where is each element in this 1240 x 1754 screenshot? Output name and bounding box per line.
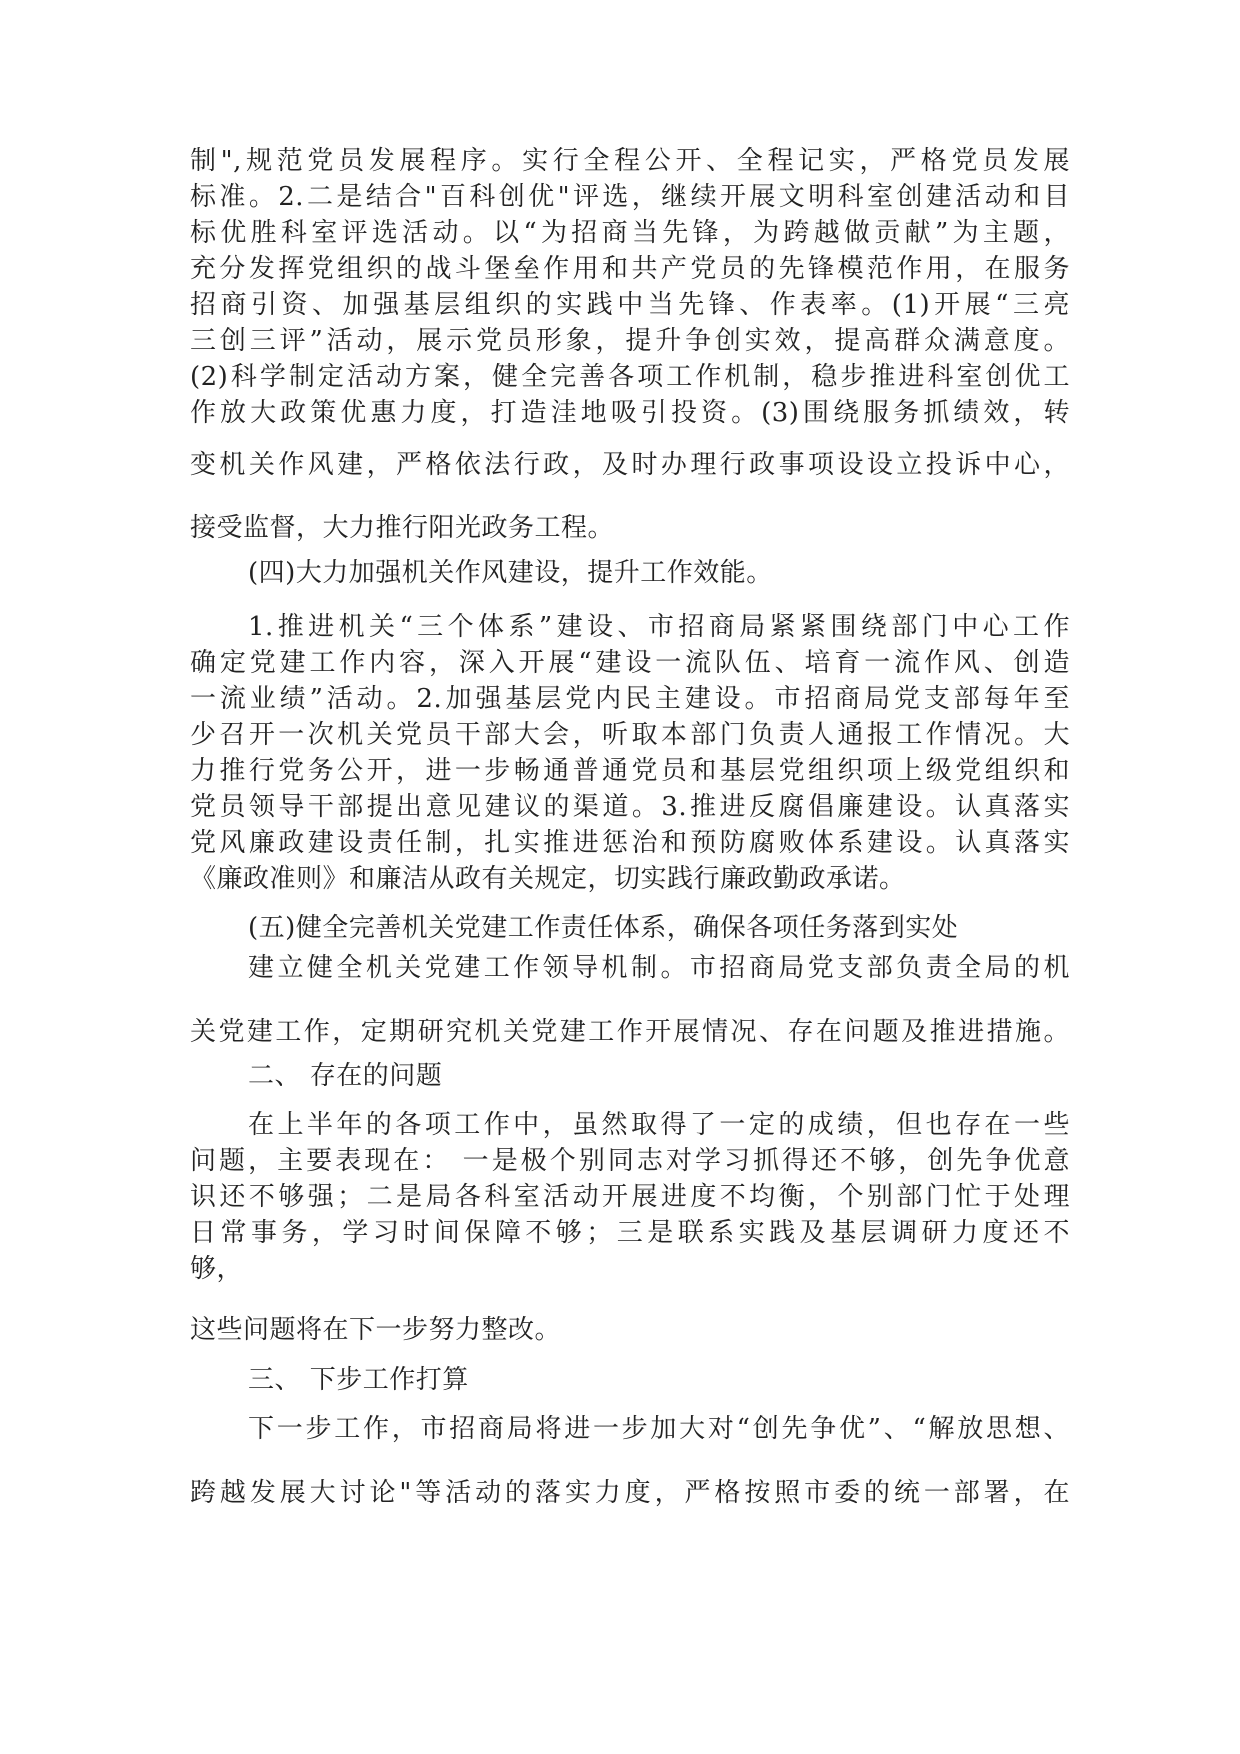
- text-line: 少召开一次机关党员干部大会，听取本部门负责人通报工作情况。大: [190, 720, 1070, 750]
- text-line: 变机关作风建，严格依法行政，及时办理行政事项设设立投诉中心，: [190, 450, 1070, 480]
- text-line: 接受监督，大力推行阳光政务工程。: [190, 513, 615, 543]
- text-line: 识还不够强；二是局各科室活动开展进度不均衡，个别部门忙于处理: [190, 1182, 1070, 1212]
- text-line: 标准。2.二是结合"百科创优"评选，继续开展文明科室创建活动和目: [190, 182, 1070, 212]
- text-line: 下一步工作，市招商局将进一步加大对“创先争优”、“解放思想、: [248, 1414, 1070, 1444]
- text-line: 力推行党务公开，进一步畅通普通党员和基层党组织项上级党组织和: [190, 756, 1070, 786]
- text-line: 招商引资、加强基层组织的实践中当先锋、作表率。(1)开展“三亮: [190, 290, 1070, 320]
- text-line: 标优胜科室评选活动。以“为招商当先锋，为跨越做贡献”为主题，: [190, 218, 1070, 248]
- section-heading-next-steps: 三、 下步工作打算: [248, 1365, 469, 1395]
- text-line: (2)科学制定活动方案，健全完善各项工作机制，稳步推进科室创优工: [190, 362, 1070, 392]
- text-line: 制",规范党员发展程序。实行全程公开、全程记实，严格党员发展: [190, 146, 1070, 176]
- text-line: 日常事务，学习时间保障不够；三是联系实践及基层调研力度还不: [190, 1218, 1070, 1248]
- text-line: 充分发挥党组织的战斗堡垒作用和共产党员的先锋模范作用，在服务: [190, 254, 1070, 284]
- text-line: 1.推进机关“三个体系”建设、市招商局紧紧围绕部门中心工作: [248, 612, 1070, 642]
- section-heading-4: (四)大力加强机关作风建设，提升工作效能。: [248, 558, 773, 588]
- text-line: 问题，主要表现在： 一是极个别同志对学习抓得还不够，创先争优意: [190, 1146, 1070, 1176]
- section-heading-problems: 二、 存在的问题: [248, 1061, 443, 1091]
- text-line: 党员领导干部提出意见建议的渠道。3.推进反腐倡廉建设。认真落实: [190, 792, 1070, 822]
- text-line: 《廉政准则》和廉洁从政有关规定，切实践行廉政勤政承诺。: [190, 864, 906, 894]
- text-line: 跨越发展大讨论"等活动的落实力度，严格按照市委的统一部署，在: [190, 1478, 1070, 1508]
- text-line: 建立健全机关党建工作领导机制。市招商局党支部负责全局的机: [248, 953, 1070, 983]
- text-line: 够，: [190, 1254, 244, 1284]
- text-line: 作放大政策优惠力度，打造洼地吸引投资。(3)围绕服务抓绩效，转: [190, 398, 1070, 428]
- text-line: 确定党建工作内容，深入开展“建设一流队伍、培育一流作风、创造: [190, 648, 1070, 678]
- text-line: 一流业绩”活动。2.加强基层党内民主建设。市招商局党支部每年至: [190, 684, 1070, 714]
- text-line: 在上半年的各项工作中，虽然取得了一定的成绩，但也存在一些: [248, 1110, 1070, 1140]
- text-line: 关党建工作，定期研究机关党建工作开展情况、存在问题及推进措施。: [190, 1017, 1070, 1047]
- text-line: 三创三评”活动，展示党员形象，提升争创实效，提高群众满意度。: [190, 326, 1070, 356]
- text-line: 党风廉政建设责任制，扎实推进惩治和预防腐败体系建设。认真落实: [190, 828, 1070, 858]
- section-heading-5: (五)健全完善机关党建工作责任体系，确保各项任务落到实处: [248, 913, 959, 943]
- text-line: 这些问题将在下一步努力整改。: [190, 1315, 562, 1345]
